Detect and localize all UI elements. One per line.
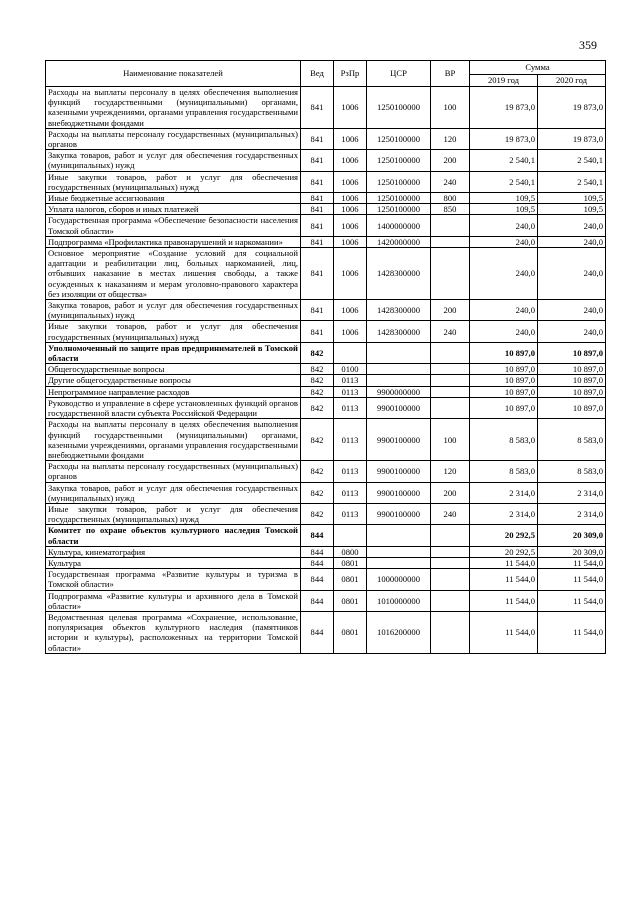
cell-ved: 842: [301, 503, 334, 524]
header-rzpr: РзПр: [334, 61, 367, 87]
table-row: [46, 193, 606, 204]
cell-ved: 841: [301, 193, 334, 204]
cell-name: Расходы на выплаты персоналу государственных (муниципальных) органов: [46, 128, 301, 149]
cell-sum-2019: 2 540,1: [470, 150, 538, 171]
cell-vr: [431, 611, 470, 653]
cell-sum-2019: 10 897,0: [470, 397, 538, 418]
cell-name: Другие общегосударственные вопросы: [46, 375, 301, 386]
cell-name: Государственная программа «Развитие культуры и туризма в Томской области»: [46, 569, 301, 590]
cell-sum-2019: 240,0: [470, 215, 538, 236]
cell-csr: 9900100000: [367, 482, 431, 503]
cell-csr: [367, 375, 431, 386]
table-row: [46, 461, 606, 482]
cell-csr: 1250100000: [367, 193, 431, 204]
header-sum: Сумма: [470, 61, 606, 75]
cell-sum-2020: 10 897,0: [538, 342, 606, 363]
cell-sum-2020: 2 540,1: [538, 150, 606, 171]
cell-csr: 9900100000: [367, 503, 431, 524]
cell-sum-2019: 10 897,0: [470, 342, 538, 363]
cell-csr: 1250100000: [367, 87, 431, 129]
cell-sum-2020: 240,0: [538, 215, 606, 236]
cell-name: Расходы на выплаты персоналу в целях обеспечения выполнения функций государственными (муниципальными) органами, казенными учреждениями, органами управления государственными внебюджетными фондами: [46, 419, 301, 461]
cell-csr: 1250100000: [367, 128, 431, 149]
cell-rzpr: 0100: [334, 364, 367, 375]
cell-vr: [431, 569, 470, 590]
cell-rzpr: 0113: [334, 419, 367, 461]
table-row: [46, 300, 606, 321]
cell-ved: 844: [301, 525, 334, 546]
cell-csr: 1428300000: [367, 248, 431, 300]
cell-ved: 842: [301, 375, 334, 386]
cell-csr: [367, 525, 431, 546]
cell-name: Культура: [46, 557, 301, 568]
cell-vr: 120: [431, 128, 470, 149]
cell-rzpr: 1006: [334, 193, 367, 204]
cell-rzpr: 1006: [334, 128, 367, 149]
cell-csr: 1010000000: [367, 590, 431, 611]
table-row: [46, 557, 606, 568]
cell-ved: 841: [301, 171, 334, 192]
table-row: [46, 248, 606, 300]
cell-rzpr: 0800: [334, 546, 367, 557]
cell-vr: [431, 375, 470, 386]
cell-vr: [431, 386, 470, 397]
cell-ved: 841: [301, 204, 334, 215]
cell-vr: 240: [431, 321, 470, 342]
cell-ved: 844: [301, 557, 334, 568]
cell-ved: 841: [301, 128, 334, 149]
cell-csr: 1400000000: [367, 215, 431, 236]
cell-sum-2019: 240,0: [470, 248, 538, 300]
table-row: [46, 397, 606, 418]
cell-ved: 844: [301, 590, 334, 611]
cell-csr: 1420000000: [367, 236, 431, 247]
cell-name: Уплата налогов, сборов и иных платежей: [46, 204, 301, 215]
cell-name: Культура, кинематография: [46, 546, 301, 557]
cell-sum-2020: 10 897,0: [538, 397, 606, 418]
cell-name: Руководство и управление в сфере установленных функций органов государственной власти субъекта Российской Федерации: [46, 397, 301, 418]
cell-name: Общегосударственные вопросы: [46, 364, 301, 375]
cell-csr: [367, 557, 431, 568]
cell-name: Ведомственная целевая программа «Сохранение, использование, популяризация объектов культурного наследия (памятников истории и культуры), расположенных на территории Томской области»: [46, 611, 301, 653]
cell-rzpr: 0113: [334, 386, 367, 397]
cell-sum-2020: 11 544,0: [538, 557, 606, 568]
cell-ved: 841: [301, 300, 334, 321]
table-row: [46, 87, 606, 129]
cell-sum-2019: 10 897,0: [470, 375, 538, 386]
table-row: [46, 321, 606, 342]
table-row: [46, 364, 606, 375]
cell-sum-2020: 240,0: [538, 300, 606, 321]
cell-sum-2020: 109,5: [538, 193, 606, 204]
cell-csr: 9900000000: [367, 386, 431, 397]
table-row: [46, 525, 606, 546]
cell-sum-2019: 19 873,0: [470, 128, 538, 149]
cell-name: Иные закупки товаров, работ и услуг для обеспечения государственных (муниципальных) нужд: [46, 321, 301, 342]
cell-csr: [367, 546, 431, 557]
cell-csr: 9900100000: [367, 419, 431, 461]
cell-sum-2019: 8 583,0: [470, 419, 538, 461]
cell-sum-2020: 2 314,0: [538, 482, 606, 503]
cell-rzpr: 1006: [334, 248, 367, 300]
cell-sum-2019: 240,0: [470, 236, 538, 247]
cell-name: Комитет по охране объектов культурного наследия Томской области: [46, 525, 301, 546]
budget-table: [45, 60, 606, 654]
cell-ved: 841: [301, 236, 334, 247]
cell-sum-2019: 109,5: [470, 193, 538, 204]
cell-sum-2020: 10 897,0: [538, 364, 606, 375]
cell-csr: 1250100000: [367, 204, 431, 215]
cell-vr: 120: [431, 461, 470, 482]
cell-ved: 841: [301, 321, 334, 342]
cell-ved: 842: [301, 419, 334, 461]
cell-sum-2019: 2 314,0: [470, 482, 538, 503]
cell-vr: [431, 525, 470, 546]
cell-sum-2020: 20 309,0: [538, 525, 606, 546]
cell-name: Непрограммное направление расходов: [46, 386, 301, 397]
cell-name: Уполномоченный по защите прав предпринимателей в Томской области: [46, 342, 301, 363]
header-name: Наименование показателей: [46, 61, 301, 87]
cell-vr: 240: [431, 171, 470, 192]
cell-sum-2020: 10 897,0: [538, 386, 606, 397]
table-row: [46, 171, 606, 192]
cell-vr: [431, 236, 470, 247]
table-row: [46, 215, 606, 236]
cell-rzpr: 1006: [334, 236, 367, 247]
cell-vr: [431, 364, 470, 375]
cell-csr: 1250100000: [367, 171, 431, 192]
cell-sum-2019: 11 544,0: [470, 611, 538, 653]
cell-vr: [431, 546, 470, 557]
table-row: [46, 375, 606, 386]
cell-csr: [367, 342, 431, 363]
cell-sum-2019: 240,0: [470, 321, 538, 342]
header-ved: Вед: [301, 61, 334, 87]
cell-vr: [431, 590, 470, 611]
cell-sum-2020: 20 309,0: [538, 546, 606, 557]
cell-sum-2020: 2 314,0: [538, 503, 606, 524]
cell-vr: 200: [431, 482, 470, 503]
cell-ved: 841: [301, 150, 334, 171]
cell-sum-2019: 10 897,0: [470, 364, 538, 375]
cell-rzpr: 0801: [334, 557, 367, 568]
cell-sum-2019: 20 292,5: [470, 546, 538, 557]
cell-rzpr: 1006: [334, 321, 367, 342]
cell-rzpr: 1006: [334, 300, 367, 321]
cell-ved: 844: [301, 569, 334, 590]
header-year-2019: 2019 год: [470, 75, 538, 87]
cell-sum-2020: 11 544,0: [538, 590, 606, 611]
table-row: [46, 546, 606, 557]
cell-vr: 800: [431, 193, 470, 204]
cell-sum-2019: 8 583,0: [470, 461, 538, 482]
cell-rzpr: 0113: [334, 397, 367, 418]
table-row: [46, 503, 606, 524]
cell-name: Иные закупки товаров, работ и услуг для обеспечения государственных (муниципальных) нужд: [46, 503, 301, 524]
header-vr: ВР: [431, 61, 470, 87]
cell-vr: 850: [431, 204, 470, 215]
cell-sum-2020: 11 544,0: [538, 611, 606, 653]
cell-rzpr: 0801: [334, 611, 367, 653]
cell-ved: 842: [301, 482, 334, 503]
table-row: [46, 590, 606, 611]
cell-name: Иные бюджетные ассигнования: [46, 193, 301, 204]
table-row: [46, 236, 606, 247]
cell-sum-2020: 8 583,0: [538, 419, 606, 461]
table-row: [46, 419, 606, 461]
cell-ved: 842: [301, 342, 334, 363]
cell-ved: 842: [301, 386, 334, 397]
cell-sum-2019: 2 314,0: [470, 503, 538, 524]
cell-rzpr: 0113: [334, 482, 367, 503]
table-row: [46, 128, 606, 149]
cell-vr: 200: [431, 300, 470, 321]
cell-rzpr: 1006: [334, 215, 367, 236]
cell-rzpr: [334, 525, 367, 546]
cell-vr: 200: [431, 150, 470, 171]
cell-ved: 841: [301, 215, 334, 236]
cell-sum-2020: 10 897,0: [538, 375, 606, 386]
cell-name: Государственная программа «Обеспечение безопасности населения Томской области»: [46, 215, 301, 236]
cell-vr: [431, 557, 470, 568]
cell-csr: 1016200000: [367, 611, 431, 653]
cell-ved: 844: [301, 546, 334, 557]
cell-sum-2020: 240,0: [538, 321, 606, 342]
cell-csr: [367, 364, 431, 375]
cell-rzpr: 1006: [334, 171, 367, 192]
cell-sum-2019: 240,0: [470, 300, 538, 321]
cell-name: Подпрограмма «Профилактика правонарушений и наркомании»: [46, 236, 301, 247]
table-row: [46, 204, 606, 215]
cell-sum-2019: 2 540,1: [470, 171, 538, 192]
cell-name: Подпрограмма «Развитие культуры и архивного дела в Томской области»: [46, 590, 301, 611]
cell-name: Расходы на выплаты персоналу в целях обеспечения выполнения функций государственными (муниципальными) органами, казенными учреждениями, органами управления государственными внебюджетными фондами: [46, 87, 301, 129]
header-csr: ЦСР: [367, 61, 431, 87]
cell-csr: 9900100000: [367, 397, 431, 418]
cell-ved: 842: [301, 397, 334, 418]
cell-sum-2019: 20 292,5: [470, 525, 538, 546]
table-row: [46, 386, 606, 397]
table-body: [46, 87, 606, 654]
cell-sum-2020: 2 540,1: [538, 171, 606, 192]
cell-vr: [431, 342, 470, 363]
page-number: 359: [579, 38, 597, 52]
cell-csr: 1428300000: [367, 300, 431, 321]
table-row: [46, 482, 606, 503]
cell-csr: 1250100000: [367, 150, 431, 171]
cell-rzpr: 0801: [334, 569, 367, 590]
cell-sum-2019: 11 544,0: [470, 590, 538, 611]
table-row: [46, 569, 606, 590]
cell-sum-2020: 240,0: [538, 248, 606, 300]
header-year-2020: 2020 год: [538, 75, 606, 87]
cell-rzpr: 1006: [334, 150, 367, 171]
cell-rzpr: 0113: [334, 503, 367, 524]
cell-rzpr: 0113: [334, 461, 367, 482]
cell-name: Закупка товаров, работ и услуг для обеспечения государственных (муниципальных) нужд: [46, 482, 301, 503]
cell-sum-2019: 10 897,0: [470, 386, 538, 397]
cell-sum-2020: 19 873,0: [538, 87, 606, 129]
cell-sum-2019: 19 873,0: [470, 87, 538, 129]
table-row: [46, 342, 606, 363]
cell-ved: 842: [301, 364, 334, 375]
cell-sum-2020: 11 544,0: [538, 569, 606, 590]
cell-name: Закупка товаров, работ и услуг для обеспечения государственных (муниципальных) нужд: [46, 300, 301, 321]
cell-rzpr: 0113: [334, 375, 367, 386]
cell-rzpr: [334, 342, 367, 363]
cell-sum-2019: 109,5: [470, 204, 538, 215]
cell-vr: [431, 397, 470, 418]
cell-vr: 240: [431, 503, 470, 524]
cell-name: Основное мероприятие «Создание условий для социальной адаптации и реабилитации лиц, больных наркоманией, лиц, отбывших наказание в местах лишения свободы, а также осужденных к наказаниям и мерам уголовно-правового характера без изоляции от общества»: [46, 248, 301, 300]
cell-vr: [431, 215, 470, 236]
cell-vr: 100: [431, 419, 470, 461]
cell-sum-2020: 109,5: [538, 204, 606, 215]
cell-name: Расходы на выплаты персоналу государственных (муниципальных) органов: [46, 461, 301, 482]
cell-ved: 841: [301, 248, 334, 300]
cell-ved: 841: [301, 87, 334, 129]
cell-name: Иные закупки товаров, работ и услуг для обеспечения государственных (муниципальных) нужд: [46, 171, 301, 192]
cell-sum-2020: 240,0: [538, 236, 606, 247]
cell-sum-2019: 11 544,0: [470, 569, 538, 590]
table-row: [46, 611, 606, 653]
cell-ved: 842: [301, 461, 334, 482]
table-header: [46, 61, 606, 87]
cell-rzpr: 0801: [334, 590, 367, 611]
cell-csr: 1000000000: [367, 569, 431, 590]
cell-vr: 100: [431, 87, 470, 129]
cell-name: Закупка товаров, работ и услуг для обеспечения государственных (муниципальных) нужд: [46, 150, 301, 171]
cell-sum-2019: 11 544,0: [470, 557, 538, 568]
table-row: [46, 150, 606, 171]
cell-sum-2020: 19 873,0: [538, 128, 606, 149]
cell-rzpr: 1006: [334, 87, 367, 129]
cell-vr: [431, 248, 470, 300]
cell-rzpr: 1006: [334, 204, 367, 215]
cell-csr: 9900100000: [367, 461, 431, 482]
cell-csr: 1428300000: [367, 321, 431, 342]
cell-ved: 844: [301, 611, 334, 653]
cell-sum-2020: 8 583,0: [538, 461, 606, 482]
